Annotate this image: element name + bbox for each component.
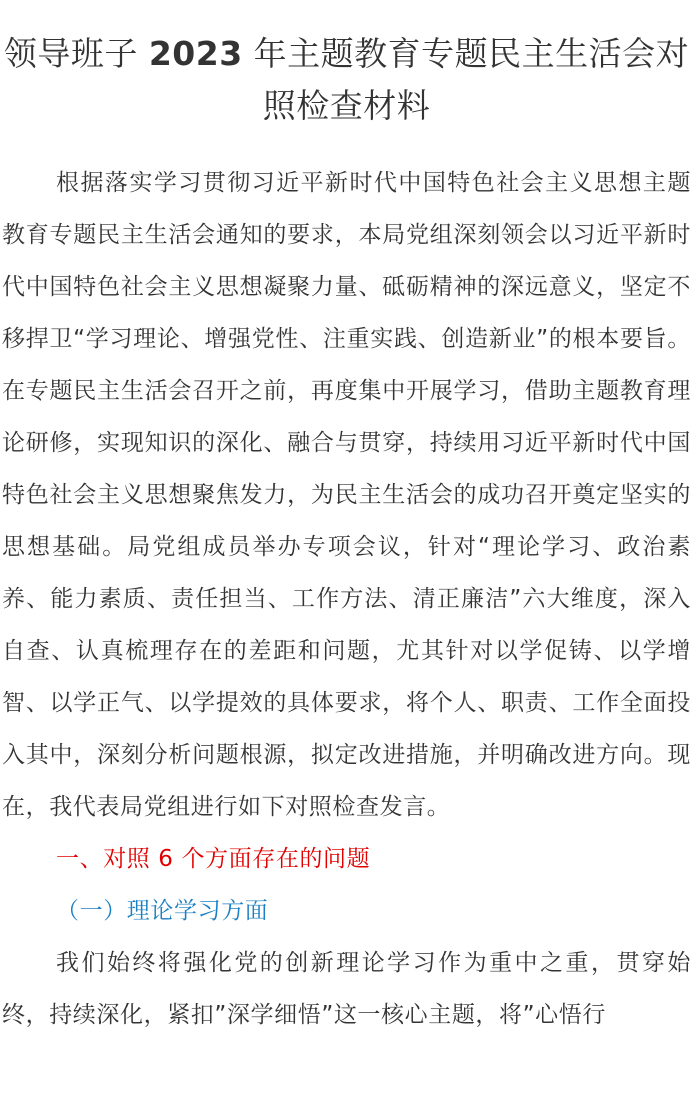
intro-paragraph: 根据落实学习贯彻习近平新时代中国特色社会主义思想主题教育专题民主生活会通知的要求，本局党组深刻领会以习近平新时代中国特色社会主义思想凝聚力量、砥砺精神的深远意义，坚定不移捍卫“学习理论、增强党性、注重实践、创造新业”的根本要旨。在专题民主生活会召开之前，再度集中开展学习，借助主题教育理论研修，实现知识的深化、融合与贯穿，持续用习近平新时代中国特色社会主义思想聚焦发力，为民主生活会的成功召开奠定坚实的思想基础。局党组成员举办专项会议，针对“理论学习、政治素养、能力素质、责任担当、工作方法、清正廉洁”六大维度，深入自查、认真梳理存在的差距和问题，尤其针对以学促铸、以学增智、以学正气、以学提效的具体要求，将个人、职责、工作全面投入其中，深刻分析问题根源，拟定改进措施，并明确改进方向。现在，我代表局党组进行如下对照检查发言。 (2, 170, 691, 820)
section-heading-problems: 一、对照 6 个方面存在的问题 (56, 846, 371, 872)
subsection-heading-theory-study: （一）理论学习方面 (56, 898, 269, 924)
document-title (0, 28, 693, 132)
title-part-2: 年主题教育专题民主生活会对照检查材料 (242, 34, 690, 125)
theory-study-paragraph: 我们始终将强化党的创新理论学习作为重中之重，贯穿始终，持续深化，紧扣”深学细悟”这一核心主题，将”心悟行 (2, 950, 691, 1028)
title-part-1: 领导班子 (3, 34, 149, 73)
document-body (2, 157, 691, 1041)
title-year: 2023 (148, 34, 243, 73)
